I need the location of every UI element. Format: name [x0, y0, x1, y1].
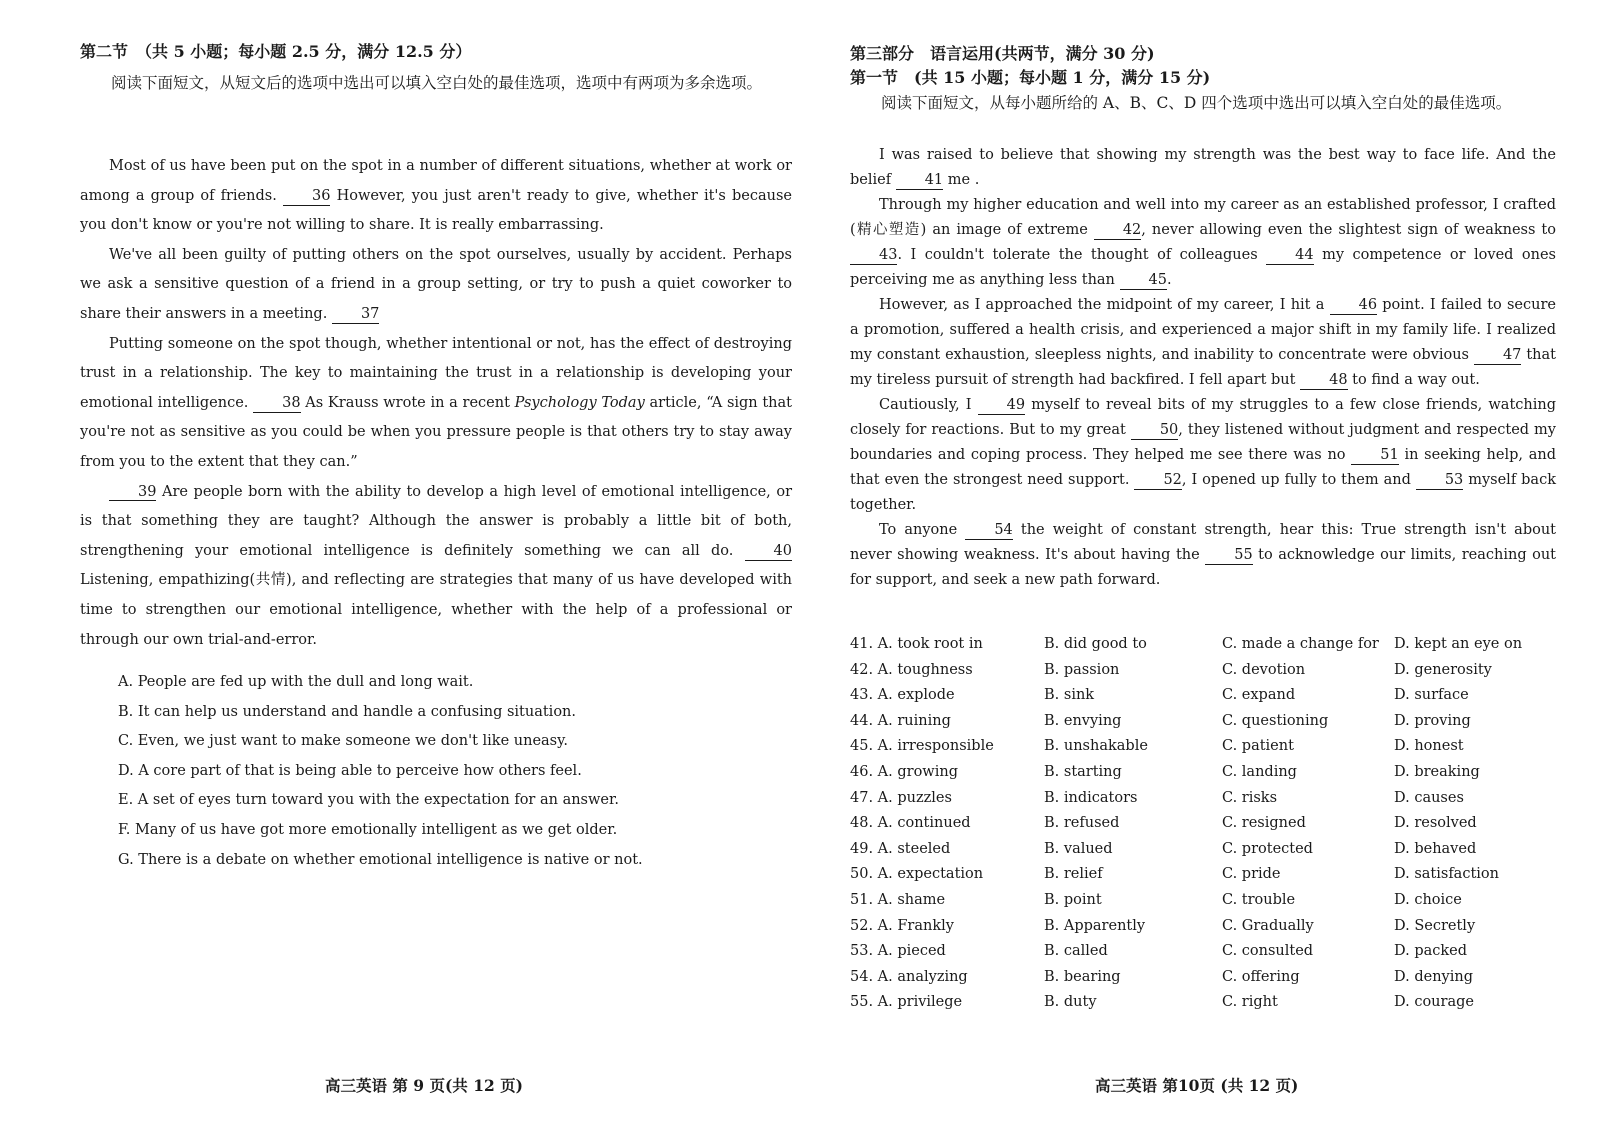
section-instruction: 阅读下面短文，从每小题所给的 A、B、C、D 四个选项中选出可以填入空白处的最佳选项。 [881, 94, 1512, 112]
blank-48: 48 [1300, 373, 1347, 390]
blank-40: 40 [745, 544, 792, 561]
choice-row: 49. A. steeled B. valued C. protected D. behaved [850, 840, 1477, 857]
option-item: C. Even, we just want to make someone we don't like uneasy. [118, 733, 568, 750]
passage-paragraph: Through my higher education and well into my career as an established professor, I crafted (精心塑造) an image of extreme 42, never allowing even the slightest sign of weakness to 43. I couldn't tolerate the thought of colleagues 44 my competence or loved ones perceiving me as anything less than 45. [850, 197, 1556, 288]
choice-row: 52. A. Frankly B. Apparently C. Gradually D. Secretly [850, 917, 1476, 934]
choice-row: 45. A. irresponsible B. unshakable C. patient D. honest [850, 738, 1464, 755]
choice-row: 42. A. toughness B. passion C. devotion D. generosity [850, 661, 1492, 678]
blank-52: 52 [1134, 473, 1181, 490]
blank-55: 55 [1205, 548, 1252, 565]
blank-37: 37 [332, 307, 379, 324]
blank-36: 36 [283, 189, 330, 206]
blank-49: 49 [978, 398, 1025, 415]
page-footer: 高三英语 第10页 (共 12 页) [1095, 1076, 1299, 1095]
passage-paragraph: To anyone 54 the weight of constant strength, hear this: True strength isn't about never showing weakness. It's about having the 55 to acknowledge our limits, reaching out for support, and seek a new path forward. [850, 522, 1557, 588]
part-heading: 第三部分 语言运用(共两节，满分 30 分) [850, 44, 1155, 63]
blank-50: 50 [1131, 423, 1178, 440]
option-list [80, 668, 830, 875]
choice-row: 55. A. privilege B. duty C. right D. courage [850, 994, 1474, 1011]
left-page [80, 0, 792, 1135]
choice-row: 53. A. pieced B. called C. consulted D. packed [850, 943, 1468, 960]
choice-row: 54. A. analyzing B. bearing C. offering D. denying [850, 968, 1473, 985]
page-footer: 高三英语 第 9 页(共 12 页) [325, 1076, 524, 1095]
choice-row: 43. A. explode B. sink C. expand D. surface [850, 687, 1469, 704]
section-heading: 第二节 （共 5 小题；每小题 2.5 分，满分 12.5 分） [80, 42, 472, 61]
passage-paragraph: 39 Are people born with the ability to develop a high level of emotional intelligence, or is that something they are taught? Although the answer is probably a little bit of both, strengthening your emotional intelligence is definitely something we can all do. 40 Listening, empathizing(共情), and reflecting are strategies that many of us have developed with time to strengthen our emotional intelligence, whether with the help of a professional or through our own trial-and-error. [80, 483, 792, 648]
blank-45: 45 [1120, 273, 1167, 290]
blank-41: 41 [896, 173, 943, 190]
choice-row: 46. A. growing B. starting C. landing D. breaking [850, 763, 1480, 780]
blank-54: 54 [965, 523, 1012, 540]
blank-42: 42 [1094, 223, 1141, 240]
passage-paragraph: Cautiously, I 49 myself to reveal bits of my struggles to a few close friends, watching closely for reactions. But to my great 50, they listened without judgment and respected my boundaries and coping process. They helped me see there was no 51 in seeking help, and that even the strongest need support. 52, I opened up fully to them and 53 myself back together. [850, 397, 1557, 513]
option-item: A. People are fed up with the dull and long wait. [118, 674, 474, 690]
choice-row: 51. A. shame B. point C. trouble D. choice [850, 891, 1462, 908]
blank-39: 39 [109, 485, 156, 502]
option-item: E. A set of eyes turn toward you with the expectation for an answer. [118, 792, 619, 809]
magazine-title: Psychology Today [514, 394, 645, 411]
choice-row: 44. A. ruining B. envying C. questioning D. proving [850, 712, 1471, 729]
passage-paragraph: We've all been guilty of putting others on the spot ourselves, usually by accident. Perhaps we ask a sensitive question of a friend in a group setting, or try to push a quiet coworker to share their answers in a meeting. 37 [80, 246, 792, 322]
blank-38: 38 [253, 396, 300, 413]
choice-row: 50. A. expectation B. relief C. pride D. satisfaction [850, 866, 1499, 883]
blank-44: 44 [1266, 248, 1313, 265]
blank-43: 43 [850, 248, 897, 265]
option-item: F. Many of us have got more emotionally intelligent as we get older. [118, 821, 618, 838]
cloze-passage [850, 143, 1556, 593]
choice-table [850, 632, 1556, 1016]
passage-paragraph: Putting someone on the spot though, whether intentional or not, has the effect of destroying trust in a relationship. The key to maintaining the trust in a relationship is developing your emotional intelligence. 38 As Krauss wrote in a recent Psychology Today article, “A sign that you're not as sensitive as you could be when you pressure people is that others try to stay away from you to the extent that they can.” [80, 335, 792, 470]
reading-passage [80, 152, 792, 655]
section-instruction: 阅读下面短文，从短文后的选项中选出可以填入空白处的最佳选项，选项中有两项为多余选项。 [111, 74, 763, 92]
option-item: B. It can help us understand and handle a confusing situation. [118, 703, 576, 720]
choice-row: 41. A. took root in B. did good to C. made a change for D. kept an eye on [850, 636, 1523, 652]
passage-paragraph: I was raised to believe that showing my strength was the best way to face life. And the belief 41 me . [850, 147, 1556, 188]
passage-paragraph: Most of us have been put on the spot in a number of different situations, whether at work or among a group of friends. 36 However, you just aren't ready to give, whether it's because you don't know or you're not willing to share. It is really embarrassing. [80, 158, 792, 234]
choice-row: 48. A. continued B. refused C. resigned D. resolved [850, 815, 1477, 832]
blank-53: 53 [1416, 473, 1463, 490]
blank-47: 47 [1474, 348, 1521, 365]
blank-46: 46 [1330, 298, 1377, 315]
blank-51: 51 [1351, 448, 1398, 465]
option-item: D. A core part of that is being able to perceive how others feel. [118, 762, 582, 779]
passage-paragraph: However, as I approached the midpoint of my career, I hit a 46 point. I failed to secure a promotion, suffered a health crisis, and experienced a major shift in my family life. I realized my constant exhaustion, sleepless nights, and inability to concentrate were obvious 47 that my tireless pursuit of strength had backfired. I fell apart but 48 to find a way out. [850, 297, 1556, 388]
choice-row: 47. A. puzzles B. indicators C. risks D. causes [850, 789, 1464, 806]
section-heading: 第一节 (共 15 小题；每小题 1 分，满分 15 分) [850, 68, 1211, 87]
option-item: G. There is a debate on whether emotional intelligence is native or not. [118, 851, 643, 868]
right-page [850, 0, 1556, 1135]
